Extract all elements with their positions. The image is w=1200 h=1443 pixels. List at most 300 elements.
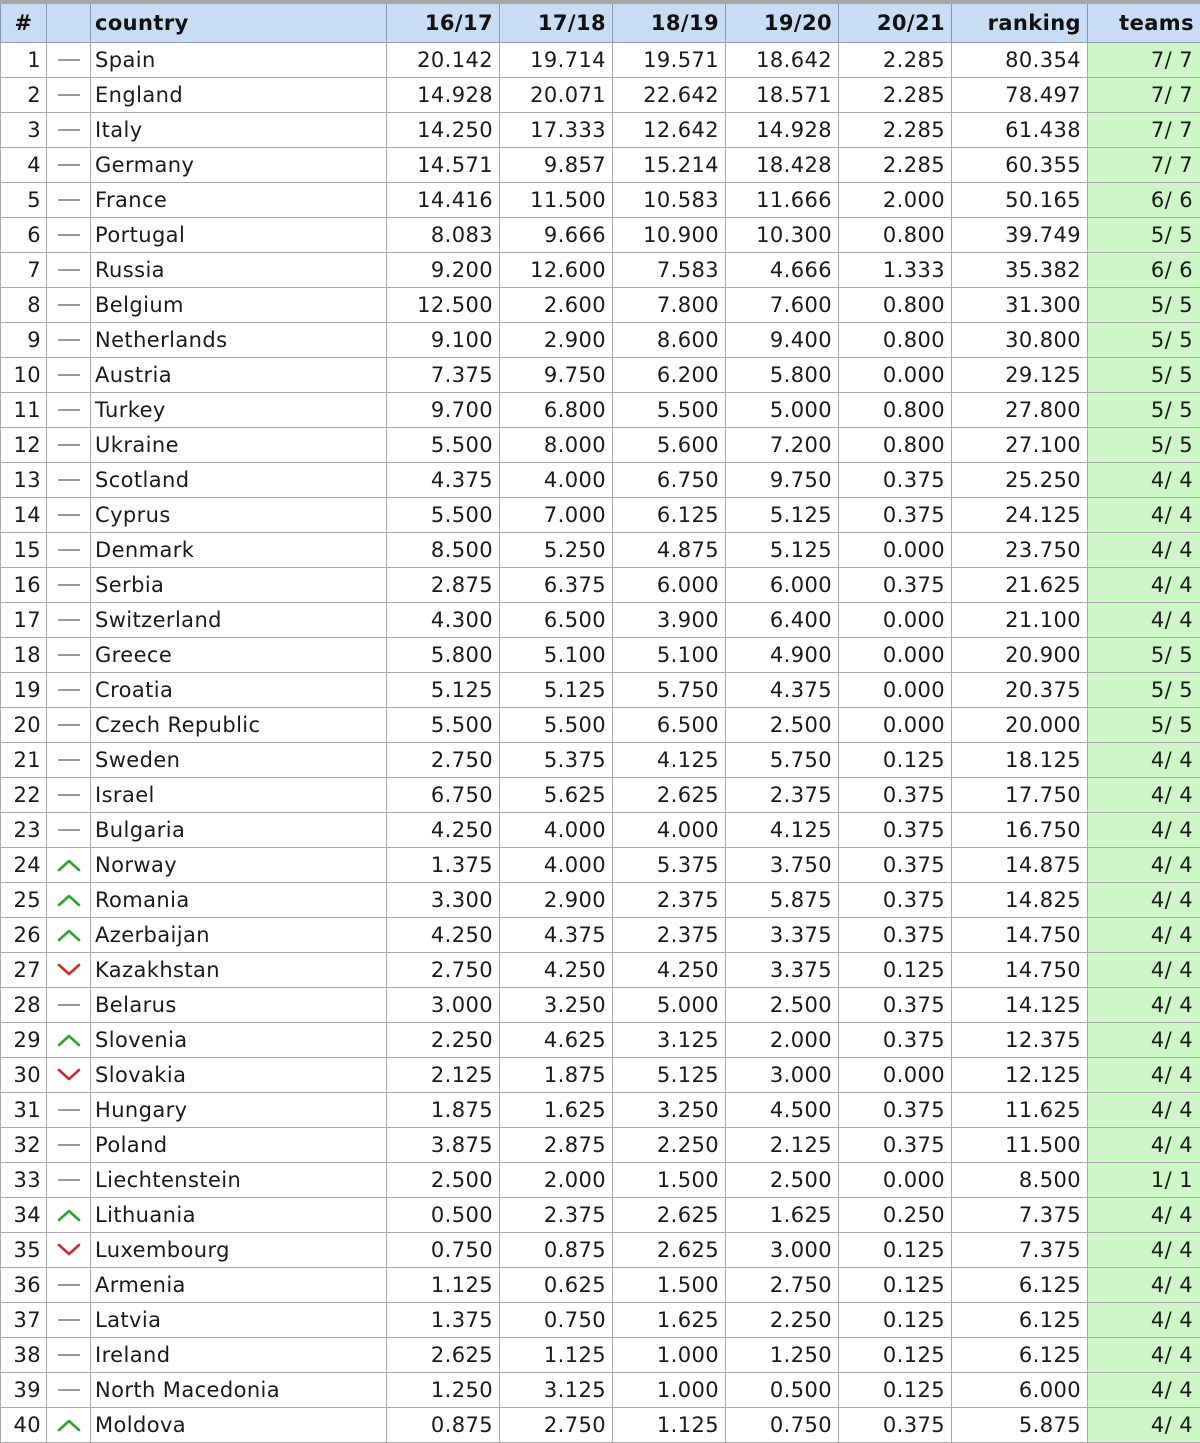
- season-17-18-value: 20.071: [500, 77, 613, 112]
- trend-cell: [47, 1302, 91, 1337]
- country-name[interactable]: Moldova: [91, 1407, 387, 1442]
- season-20-21-value: 0.375: [839, 882, 952, 917]
- country-name[interactable]: North Macedonia: [91, 1372, 387, 1407]
- country-name[interactable]: Italy: [91, 112, 387, 147]
- table-row[interactable]: [1, 427, 1200, 462]
- teams-value: 4/ 4: [1088, 567, 1200, 602]
- dash-icon: [47, 53, 90, 67]
- country-name[interactable]: Israel: [91, 777, 387, 812]
- dash-icon: [47, 438, 90, 452]
- season-17-18-value: 8.000: [500, 427, 613, 462]
- dash-icon: [47, 228, 90, 242]
- season-16-17-value: 3.000: [387, 987, 500, 1022]
- season-18-19-value: 1.125: [613, 1407, 726, 1442]
- dash-icon: [47, 193, 90, 207]
- country-name[interactable]: Ireland: [91, 1337, 387, 1372]
- rank-cell: 40: [1, 1407, 47, 1442]
- country-name[interactable]: Cyprus: [91, 497, 387, 532]
- season-17-18-value: 1.875: [500, 1057, 613, 1092]
- dash-icon: [47, 998, 90, 1012]
- trend-cell: [47, 882, 91, 917]
- season-16-17-value: 14.571: [387, 147, 500, 182]
- trend-cell: [47, 112, 91, 147]
- season-19-20-value: 2.500: [726, 987, 839, 1022]
- season-19-20-value: 3.375: [726, 952, 839, 987]
- trend-cell: [47, 1232, 91, 1267]
- season-17-18-value: 2.000: [500, 1162, 613, 1197]
- season-18-19-value: 3.125: [613, 1022, 726, 1057]
- country-name[interactable]: Romania: [91, 882, 387, 917]
- teams-value: 4/ 4: [1088, 1302, 1200, 1337]
- dash-icon: [47, 158, 90, 172]
- dash-icon: [47, 1138, 90, 1152]
- country-name[interactable]: Serbia: [91, 567, 387, 602]
- header-season-18-19[interactable]: 18/19: [613, 2, 726, 42]
- country-name[interactable]: Latvia: [91, 1302, 387, 1337]
- dash-icon: [47, 788, 90, 802]
- season-20-21-value: 0.125: [839, 1337, 952, 1372]
- season-20-21-value: 0.375: [839, 1407, 952, 1442]
- table-row[interactable]: [1, 1267, 1200, 1302]
- teams-value: 5/ 5: [1088, 357, 1200, 392]
- season-18-19-value: 6.750: [613, 462, 726, 497]
- season-19-20-value: 0.750: [726, 1407, 839, 1442]
- rank-cell: 17: [1, 602, 47, 637]
- rank-cell: 4: [1, 147, 47, 182]
- season-17-18-value: 0.875: [500, 1232, 613, 1267]
- season-16-17-value: 14.250: [387, 112, 500, 147]
- dash-icon: [47, 718, 90, 732]
- ranking-value: 20.000: [952, 707, 1088, 742]
- table-row[interactable]: [1, 672, 1200, 707]
- table-row[interactable]: [1, 1407, 1200, 1442]
- season-19-20-value: 9.400: [726, 322, 839, 357]
- table-row[interactable]: [1, 462, 1200, 497]
- season-17-18-value: 2.875: [500, 1127, 613, 1162]
- season-18-19-value: 2.625: [613, 1197, 726, 1232]
- header-ranking[interactable]: ranking: [952, 2, 1088, 42]
- season-20-21-value: 0.125: [839, 1232, 952, 1267]
- table-row[interactable]: [1, 217, 1200, 252]
- country-name[interactable]: France: [91, 182, 387, 217]
- table-row[interactable]: [1, 602, 1200, 637]
- ranking-value: 27.800: [952, 392, 1088, 427]
- season-16-17-value: 2.750: [387, 742, 500, 777]
- rank-cell: 26: [1, 917, 47, 952]
- season-18-19-value: 12.642: [613, 112, 726, 147]
- dash-icon: [47, 823, 90, 837]
- dash-icon: [47, 1383, 90, 1397]
- season-20-21-value: 0.375: [839, 497, 952, 532]
- trend-cell: [47, 1162, 91, 1197]
- season-16-17-value: 1.375: [387, 847, 500, 882]
- country-name[interactable]: Azerbaijan: [91, 917, 387, 952]
- season-16-17-value: 4.250: [387, 917, 500, 952]
- table-row[interactable]: [1, 1057, 1200, 1092]
- trend-cell: [47, 637, 91, 672]
- dash-icon: [47, 298, 90, 312]
- table-row[interactable]: [1, 1232, 1200, 1267]
- season-18-19-value: 19.571: [613, 42, 726, 77]
- rank-cell: 5: [1, 182, 47, 217]
- table-row[interactable]: [1, 567, 1200, 602]
- teams-value: 4/ 4: [1088, 917, 1200, 952]
- trend-cell: [47, 707, 91, 742]
- ranking-value: 60.355: [952, 147, 1088, 182]
- trend-cell: [47, 252, 91, 287]
- season-17-18-value: 4.250: [500, 952, 613, 987]
- ranking-value: 14.875: [952, 847, 1088, 882]
- season-20-21-value: 0.800: [839, 217, 952, 252]
- dash-icon: [47, 753, 90, 767]
- country-name[interactable]: Slovenia: [91, 1022, 387, 1057]
- season-16-17-value: 0.750: [387, 1232, 500, 1267]
- ranking-value: 14.750: [952, 952, 1088, 987]
- rank-cell: 10: [1, 357, 47, 392]
- table-row[interactable]: [1, 777, 1200, 812]
- season-16-17-value: 2.625: [387, 1337, 500, 1372]
- teams-value: 7/ 7: [1088, 147, 1200, 182]
- country-name[interactable]: Sweden: [91, 742, 387, 777]
- season-20-21-value: 0.125: [839, 1267, 952, 1302]
- country-name[interactable]: Austria: [91, 357, 387, 392]
- table-row[interactable]: [1, 532, 1200, 567]
- season-16-17-value: 5.125: [387, 672, 500, 707]
- dash-icon: [47, 368, 90, 382]
- season-17-18-value: 5.250: [500, 532, 613, 567]
- table-row[interactable]: [1, 707, 1200, 742]
- season-19-20-value: 5.000: [726, 392, 839, 427]
- dash-icon: [47, 683, 90, 697]
- rank-cell: 15: [1, 532, 47, 567]
- dash-icon: [47, 578, 90, 592]
- rank-cell: 38: [1, 1337, 47, 1372]
- season-17-18-value: 4.375: [500, 917, 613, 952]
- table-row[interactable]: [1, 1092, 1200, 1127]
- season-16-17-value: 3.300: [387, 882, 500, 917]
- season-19-20-value: 0.500: [726, 1372, 839, 1407]
- country-name[interactable]: Luxembourg: [91, 1232, 387, 1267]
- season-16-17-value: 12.500: [387, 287, 500, 322]
- country-name[interactable]: Germany: [91, 147, 387, 182]
- header-season-19-20[interactable]: 19/20: [726, 2, 839, 42]
- chevron-down-icon: [47, 1243, 90, 1257]
- season-19-20-value: 5.125: [726, 532, 839, 567]
- ranking-value: 5.875: [952, 1407, 1088, 1442]
- chevron-down-icon: [47, 1068, 90, 1082]
- country-name[interactable]: Portugal: [91, 217, 387, 252]
- header-teams[interactable]: teams: [1088, 2, 1200, 42]
- teams-value: 4/ 4: [1088, 1337, 1200, 1372]
- country-name[interactable]: Kazakhstan: [91, 952, 387, 987]
- season-18-19-value: 5.000: [613, 987, 726, 1022]
- season-18-19-value: 1.000: [613, 1337, 726, 1372]
- rank-cell: 8: [1, 287, 47, 322]
- country-name[interactable]: Bulgaria: [91, 812, 387, 847]
- season-17-18-value: 5.100: [500, 637, 613, 672]
- ranking-value: 7.375: [952, 1197, 1088, 1232]
- season-19-20-value: 5.875: [726, 882, 839, 917]
- table-row[interactable]: [1, 182, 1200, 217]
- season-18-19-value: 6.000: [613, 567, 726, 602]
- season-20-21-value: 1.333: [839, 252, 952, 287]
- country-name[interactable]: Poland: [91, 1127, 387, 1162]
- table-row[interactable]: [1, 847, 1200, 882]
- country-name[interactable]: Armenia: [91, 1267, 387, 1302]
- dash-icon: [47, 263, 90, 277]
- season-17-18-value: 6.375: [500, 567, 613, 602]
- ranking-value: 11.500: [952, 1127, 1088, 1162]
- table-row[interactable]: [1, 112, 1200, 147]
- country-name[interactable]: Spain: [91, 42, 387, 77]
- header-rank[interactable]: #: [1, 2, 47, 42]
- teams-value: 4/ 4: [1088, 1372, 1200, 1407]
- header-season-16-17[interactable]: 16/17: [387, 2, 500, 42]
- teams-value: 7/ 7: [1088, 77, 1200, 112]
- ranking-value: 20.900: [952, 637, 1088, 672]
- country-name[interactable]: England: [91, 77, 387, 112]
- table-row[interactable]: [1, 287, 1200, 322]
- country-name[interactable]: Ukraine: [91, 427, 387, 462]
- table-row[interactable]: [1, 1337, 1200, 1372]
- table-body: [1, 42, 1200, 1442]
- season-18-19-value: 7.583: [613, 252, 726, 287]
- dash-icon: [47, 613, 90, 627]
- season-20-21-value: 0.375: [839, 462, 952, 497]
- season-19-20-value: 2.250: [726, 1302, 839, 1337]
- season-19-20-value: 4.125: [726, 812, 839, 847]
- teams-value: 4/ 4: [1088, 1267, 1200, 1302]
- season-18-19-value: 2.625: [613, 1232, 726, 1267]
- table-row[interactable]: [1, 322, 1200, 357]
- season-19-20-value: 3.750: [726, 847, 839, 882]
- season-19-20-value: 5.750: [726, 742, 839, 777]
- season-18-19-value: 3.250: [613, 1092, 726, 1127]
- table-row[interactable]: [1, 147, 1200, 182]
- season-17-18-value: 0.750: [500, 1302, 613, 1337]
- teams-value: 5/ 5: [1088, 707, 1200, 742]
- rank-cell: 13: [1, 462, 47, 497]
- table-row[interactable]: [1, 952, 1200, 987]
- table-row[interactable]: [1, 742, 1200, 777]
- country-name[interactable]: Denmark: [91, 532, 387, 567]
- teams-value: 5/ 5: [1088, 427, 1200, 462]
- rank-cell: 22: [1, 777, 47, 812]
- season-17-18-value: 12.600: [500, 252, 613, 287]
- season-18-19-value: 15.214: [613, 147, 726, 182]
- season-17-18-value: 0.625: [500, 1267, 613, 1302]
- season-19-20-value: 3.000: [726, 1057, 839, 1092]
- season-17-18-value: 5.125: [500, 672, 613, 707]
- rank-cell: 19: [1, 672, 47, 707]
- season-19-20-value: 2.500: [726, 1162, 839, 1197]
- table-row[interactable]: [1, 1302, 1200, 1337]
- trend-cell: [47, 532, 91, 567]
- country-name[interactable]: Switzerland: [91, 602, 387, 637]
- trend-cell: [47, 1092, 91, 1127]
- season-17-18-value: 4.625: [500, 1022, 613, 1057]
- season-19-20-value: 5.125: [726, 497, 839, 532]
- trend-cell: [47, 952, 91, 987]
- country-name[interactable]: Lithuania: [91, 1197, 387, 1232]
- country-name[interactable]: Russia: [91, 252, 387, 287]
- ranking-value: 6.125: [952, 1302, 1088, 1337]
- season-19-20-value: 9.750: [726, 462, 839, 497]
- trend-cell: [47, 147, 91, 182]
- season-20-21-value: 0.000: [839, 357, 952, 392]
- trend-cell: [47, 1267, 91, 1302]
- season-17-18-value: 19.714: [500, 42, 613, 77]
- season-16-17-value: 2.750: [387, 952, 500, 987]
- chevron-up-icon: [47, 928, 90, 942]
- season-18-19-value: 4.875: [613, 532, 726, 567]
- season-20-21-value: 0.800: [839, 427, 952, 462]
- season-18-19-value: 1.000: [613, 1372, 726, 1407]
- season-20-21-value: 0.375: [839, 847, 952, 882]
- table-row[interactable]: [1, 1162, 1200, 1197]
- country-name[interactable]: Czech Republic: [91, 707, 387, 742]
- season-17-18-value: 2.750: [500, 1407, 613, 1442]
- table-row[interactable]: [1, 637, 1200, 672]
- season-18-19-value: 22.642: [613, 77, 726, 112]
- teams-value: 4/ 4: [1088, 882, 1200, 917]
- season-17-18-value: 1.125: [500, 1337, 613, 1372]
- ranking-value: 24.125: [952, 497, 1088, 532]
- ranking-value: 27.100: [952, 427, 1088, 462]
- season-19-20-value: 7.600: [726, 287, 839, 322]
- country-name[interactable]: Belarus: [91, 987, 387, 1022]
- rank-cell: 6: [1, 217, 47, 252]
- season-17-18-value: 4.000: [500, 462, 613, 497]
- season-19-20-value: 2.125: [726, 1127, 839, 1162]
- trend-cell: [47, 217, 91, 252]
- rank-cell: 36: [1, 1267, 47, 1302]
- country-name[interactable]: Hungary: [91, 1092, 387, 1127]
- season-17-18-value: 2.375: [500, 1197, 613, 1232]
- chevron-down-icon: [47, 963, 90, 977]
- country-name[interactable]: Belgium: [91, 287, 387, 322]
- ranking-value: 11.625: [952, 1092, 1088, 1127]
- country-name[interactable]: Greece: [91, 637, 387, 672]
- country-name[interactable]: Croatia: [91, 672, 387, 707]
- ranking-value: 29.125: [952, 357, 1088, 392]
- season-19-20-value: 4.375: [726, 672, 839, 707]
- trend-cell: [47, 777, 91, 812]
- teams-value: 4/ 4: [1088, 847, 1200, 882]
- season-16-17-value: 0.875: [387, 1407, 500, 1442]
- country-name[interactable]: Netherlands: [91, 322, 387, 357]
- teams-value: 7/ 7: [1088, 112, 1200, 147]
- season-17-18-value: 3.250: [500, 987, 613, 1022]
- dash-icon: [47, 88, 90, 102]
- table-row[interactable]: [1, 497, 1200, 532]
- rank-cell: 29: [1, 1022, 47, 1057]
- rank-cell: 30: [1, 1057, 47, 1092]
- country-name[interactable]: Scotland: [91, 462, 387, 497]
- trend-cell: [47, 182, 91, 217]
- dash-icon: [47, 508, 90, 522]
- dash-icon: [47, 123, 90, 137]
- season-19-20-value: 1.625: [726, 1197, 839, 1232]
- teams-value: 4/ 4: [1088, 777, 1200, 812]
- season-16-17-value: 4.250: [387, 812, 500, 847]
- chevron-up-icon: [47, 858, 90, 872]
- trend-cell: [47, 567, 91, 602]
- table-row[interactable]: [1, 1197, 1200, 1232]
- dash-icon: [47, 403, 90, 417]
- header-season-17-18[interactable]: 17/18: [500, 2, 613, 42]
- teams-value: 4/ 4: [1088, 952, 1200, 987]
- country-name[interactable]: Turkey: [91, 392, 387, 427]
- table-row[interactable]: [1, 392, 1200, 427]
- table-row[interactable]: [1, 252, 1200, 287]
- rank-cell: 39: [1, 1372, 47, 1407]
- ranking-value: 16.750: [952, 812, 1088, 847]
- teams-value: 4/ 4: [1088, 532, 1200, 567]
- teams-value: 6/ 6: [1088, 252, 1200, 287]
- dash-icon: [47, 333, 90, 347]
- rank-cell: 37: [1, 1302, 47, 1337]
- season-16-17-value: 14.416: [387, 182, 500, 217]
- season-16-17-value: 6.750: [387, 777, 500, 812]
- table-row[interactable]: [1, 917, 1200, 952]
- table-row[interactable]: [1, 357, 1200, 392]
- teams-value: 4/ 4: [1088, 462, 1200, 497]
- season-16-17-value: 4.375: [387, 462, 500, 497]
- season-19-20-value: 5.800: [726, 357, 839, 392]
- rank-cell: 34: [1, 1197, 47, 1232]
- season-18-19-value: 5.600: [613, 427, 726, 462]
- table-row[interactable]: [1, 812, 1200, 847]
- rank-cell: 25: [1, 882, 47, 917]
- season-20-21-value: 0.000: [839, 637, 952, 672]
- season-16-17-value: 8.083: [387, 217, 500, 252]
- table-row[interactable]: [1, 77, 1200, 112]
- season-20-21-value: 0.375: [839, 777, 952, 812]
- trend-cell: [47, 1057, 91, 1092]
- table-row[interactable]: [1, 882, 1200, 917]
- teams-value: 4/ 4: [1088, 1127, 1200, 1162]
- season-16-17-value: 7.375: [387, 357, 500, 392]
- rank-cell: 2: [1, 77, 47, 112]
- ranking-value: 25.250: [952, 462, 1088, 497]
- ranking-value: 7.375: [952, 1232, 1088, 1267]
- country-name[interactable]: Liechtenstein: [91, 1162, 387, 1197]
- header-country[interactable]: country: [91, 2, 387, 42]
- table-row[interactable]: [1, 1127, 1200, 1162]
- header-trend[interactable]: [47, 2, 91, 42]
- rank-cell: 28: [1, 987, 47, 1022]
- table-row[interactable]: [1, 1372, 1200, 1407]
- table-row[interactable]: [1, 1022, 1200, 1057]
- chevron-up-icon: [47, 893, 90, 907]
- country-name[interactable]: Slovakia: [91, 1057, 387, 1092]
- table-row[interactable]: [1, 987, 1200, 1022]
- dash-icon: [47, 1278, 90, 1292]
- header-season-20-21[interactable]: 20/21: [839, 2, 952, 42]
- ranking-value: 6.125: [952, 1267, 1088, 1302]
- country-name[interactable]: Norway: [91, 847, 387, 882]
- table-row[interactable]: [1, 42, 1200, 77]
- trend-cell: [47, 287, 91, 322]
- trend-cell: [47, 42, 91, 77]
- trend-cell: [47, 742, 91, 777]
- rank-cell: 32: [1, 1127, 47, 1162]
- season-19-20-value: 3.375: [726, 917, 839, 952]
- season-16-17-value: 3.875: [387, 1127, 500, 1162]
- teams-value: 4/ 4: [1088, 1092, 1200, 1127]
- season-16-17-value: 9.700: [387, 392, 500, 427]
